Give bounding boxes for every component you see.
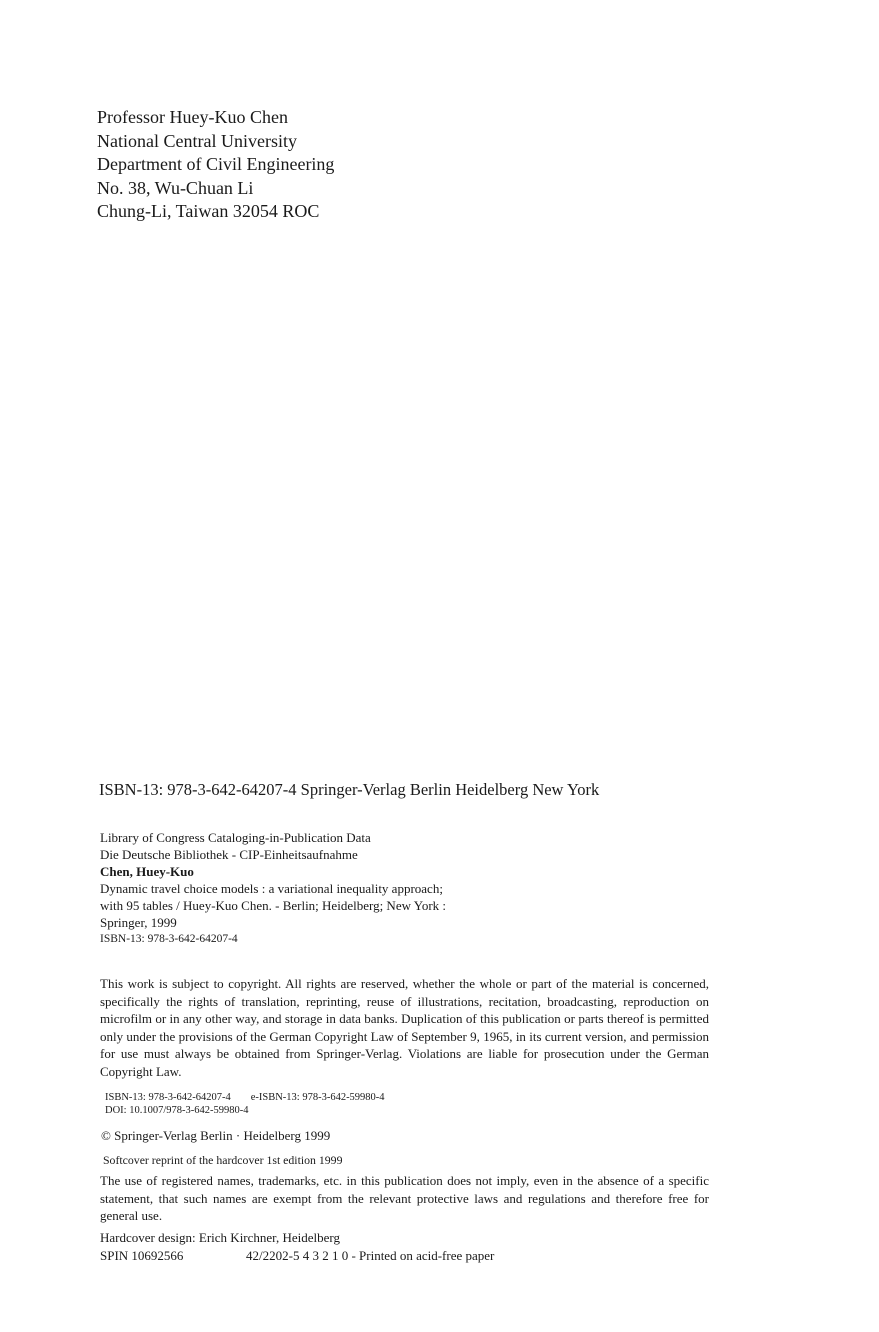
hardcover-design: Hardcover design: Erich Kirchner, Heidelberg <box>100 1230 341 1245</box>
author-name: Professor Huey-Kuo Chen <box>97 107 288 127</box>
institution: National Central University <box>97 130 297 151</box>
city-address: Chung-Li, Taiwan 32054 ROC <box>97 201 320 221</box>
print-code: 42/2202-5 4 3 2 1 0 - Printed on acid-free paper <box>246 1247 495 1263</box>
cip-line-library: Library of Congress Cataloging-in-Publication Data <box>100 830 371 845</box>
isbn-heading: ISBN-13: 978-3-642-64207-4 Springer-Verlag Berlin Heidelberg New York <box>99 780 600 799</box>
eisbn-identifier: e-ISBN-13: 978-3-642-59980-4 <box>250 1092 385 1103</box>
cip-line-bibliothek: Die Deutsche Bibliothek - CIP-Einheitsaufnahme <box>100 847 358 862</box>
department: Department of Civil Engineering <box>97 154 335 174</box>
identifiers-block <box>105 1091 385 1117</box>
isbn-identifier: ISBN-13: 978-3-642-64207-4 <box>105 1092 231 1103</box>
publisher-copyright: © Springer-Verlag Berlin · Heidelberg 1999 <box>101 1128 331 1143</box>
trademark-notice: The use of registered names, trademarks, etc. in this publication does not imply, even in the absence of a specific statement, that such names are exempt from the relevant protective laws and regulations and therefore free for general use. <box>100 1173 709 1224</box>
author-address <box>97 106 334 224</box>
production-info <box>100 1229 494 1264</box>
cip-publisher-year: Springer, 1999 <box>100 915 177 930</box>
street-address: No. 38, Wu-Chuan Li <box>97 177 254 198</box>
cip-data-block <box>100 829 446 948</box>
softcover-note: Softcover reprint of the hardcover 1st edition 1999 <box>103 1153 343 1167</box>
cip-title-line-2: with 95 tables / Huey-Kuo Chen. - Berlin; Heidelberg; New York : <box>100 898 447 913</box>
cip-isbn: ISBN-13: 978-3-642-64207-4 <box>100 933 238 945</box>
cip-author: Chen, Huey-Kuo <box>100 864 194 879</box>
copyright-notice: This work is subject to copyright. All rights are reserved, whether the whole or part of the material is concerned, specifically the rights of translation, reprinting, reuse of illustrations, recitation, broadcasting, reproduction on microfilm or in any other way, and storage in data banks. Duplication of this publication or parts thereof is permitted only under the provisions of the German Copyright Law of September 9, 1965, in its current version, and permission for use must always be obtained from Springer-Verlag. Violations are liable for prosecution under the German Copyright Law. <box>100 976 709 1079</box>
cip-title-line-1: Dynamic travel choice models : a variational inequality approach; <box>100 881 443 896</box>
doi-identifier: DOI: 10.1007/978-3-642-59980-4 <box>105 1105 249 1116</box>
spin-number: SPIN 10692566 <box>100 1247 184 1263</box>
